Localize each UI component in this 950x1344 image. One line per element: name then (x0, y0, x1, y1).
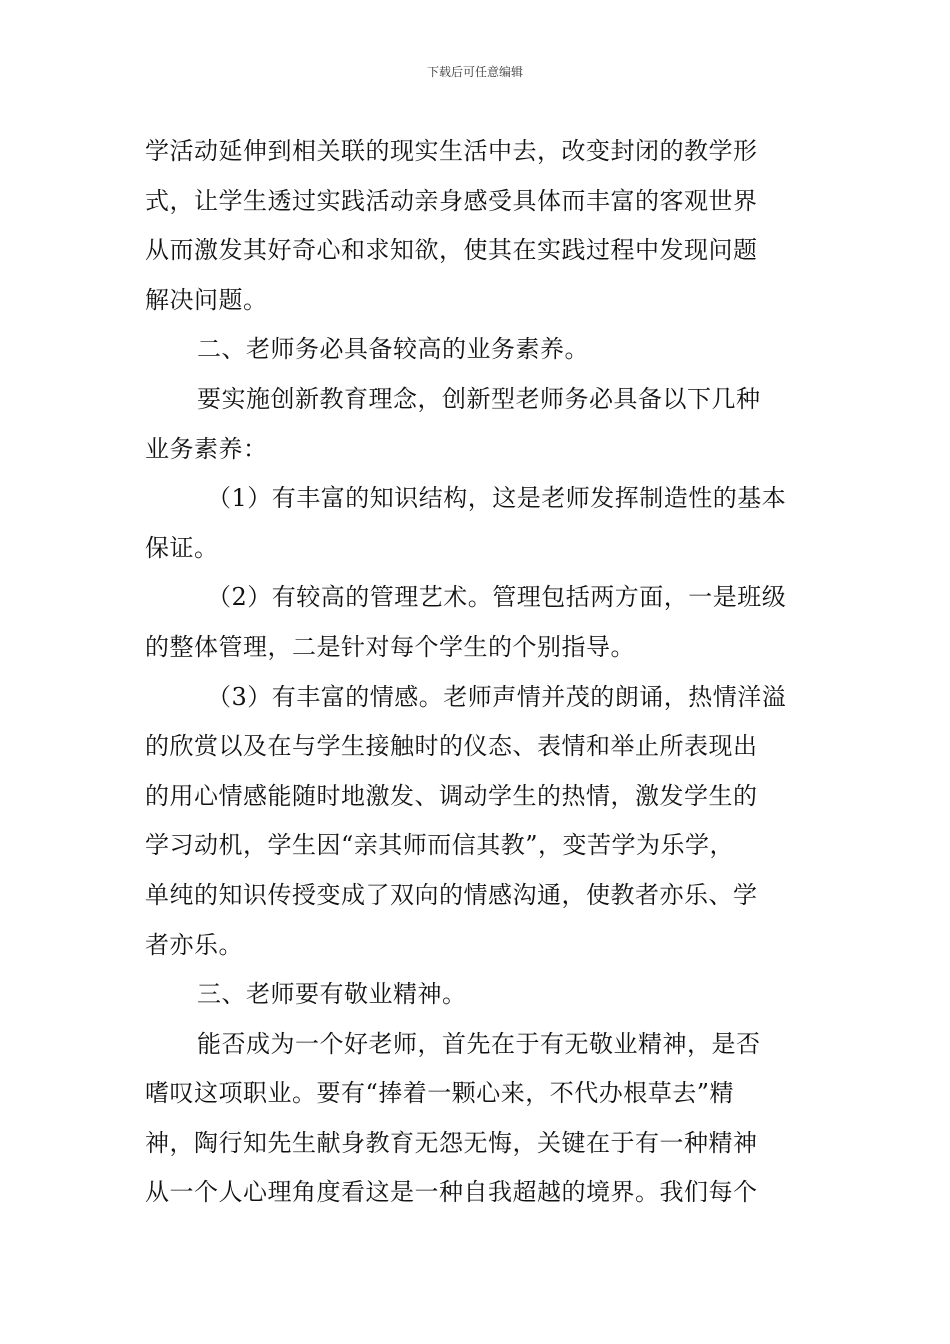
list-item-line: （1）有丰富的知识结构，这是老师发挥制造性的基本 (207, 484, 787, 513)
list-item-line: （2）有较高的管理艺术。管理包括两方面，一是班级 (207, 583, 787, 612)
paragraph-line: 业务素养： (145, 434, 268, 463)
paragraph-line: 从一个人心理角度看这是一种自我超越的境界。我们每个 (145, 1178, 758, 1207)
list-item-line: 的用心情感能随时地激发、调动学生的热情，激发学生的 (145, 781, 758, 810)
section-heading: 二、老师务必具备较高的业务素养。 (197, 335, 589, 364)
paragraph-line: 能否成为一个好老师，首先在于有无敬业精神，是否 (197, 1029, 761, 1058)
list-item-line: 学习动机，学生因“亲其师而信其教”，变苦学为乐学， (145, 831, 735, 860)
list-item-line: 的欣赏以及在与学生接触时的仪态、表情和举止所表现出 (145, 732, 758, 761)
list-item-line: 的整体管理，二是针对每个学生的个别指导。 (145, 632, 635, 661)
paragraph-line: 神，陶行知先生献身教育无怨无悔，关键在于有一种精神 (145, 1128, 758, 1157)
list-item-line: 者亦乐。 (145, 930, 243, 959)
paragraph-line: 解决问题。 (145, 285, 268, 314)
paragraph-line: 嗜叹这项职业。要有“捧着一颗心来，不代办根草去”精 (145, 1079, 735, 1108)
paragraph-line: 从而激发其好奇心和求知欲，使其在实践过程中发现问题 (145, 236, 758, 265)
list-item-line: 保证。 (145, 533, 219, 562)
document-body (145, 127, 807, 1218)
paragraph-line: 式，让学生透过实践活动亲身感受具体而丰富的客观世界 (145, 186, 758, 215)
list-item-line: （3）有丰富的情感。老师声情并茂的朗诵，热情洋溢 (207, 682, 787, 711)
paragraph-line: 学活动延伸到相关联的现实生活中去，改变封闭的教学形 (145, 137, 758, 165)
section-heading: 三、老师要有敬业精神。 (197, 980, 467, 1009)
paragraph-line: 要实施创新教育理念，创新型老师务必具备以下几种 (197, 384, 761, 413)
list-item-line: 单纯的知识传授变成了双向的情感沟通，使教者亦乐、学 (145, 880, 758, 909)
page-header: 下载后可任意编辑 (426, 65, 523, 79)
